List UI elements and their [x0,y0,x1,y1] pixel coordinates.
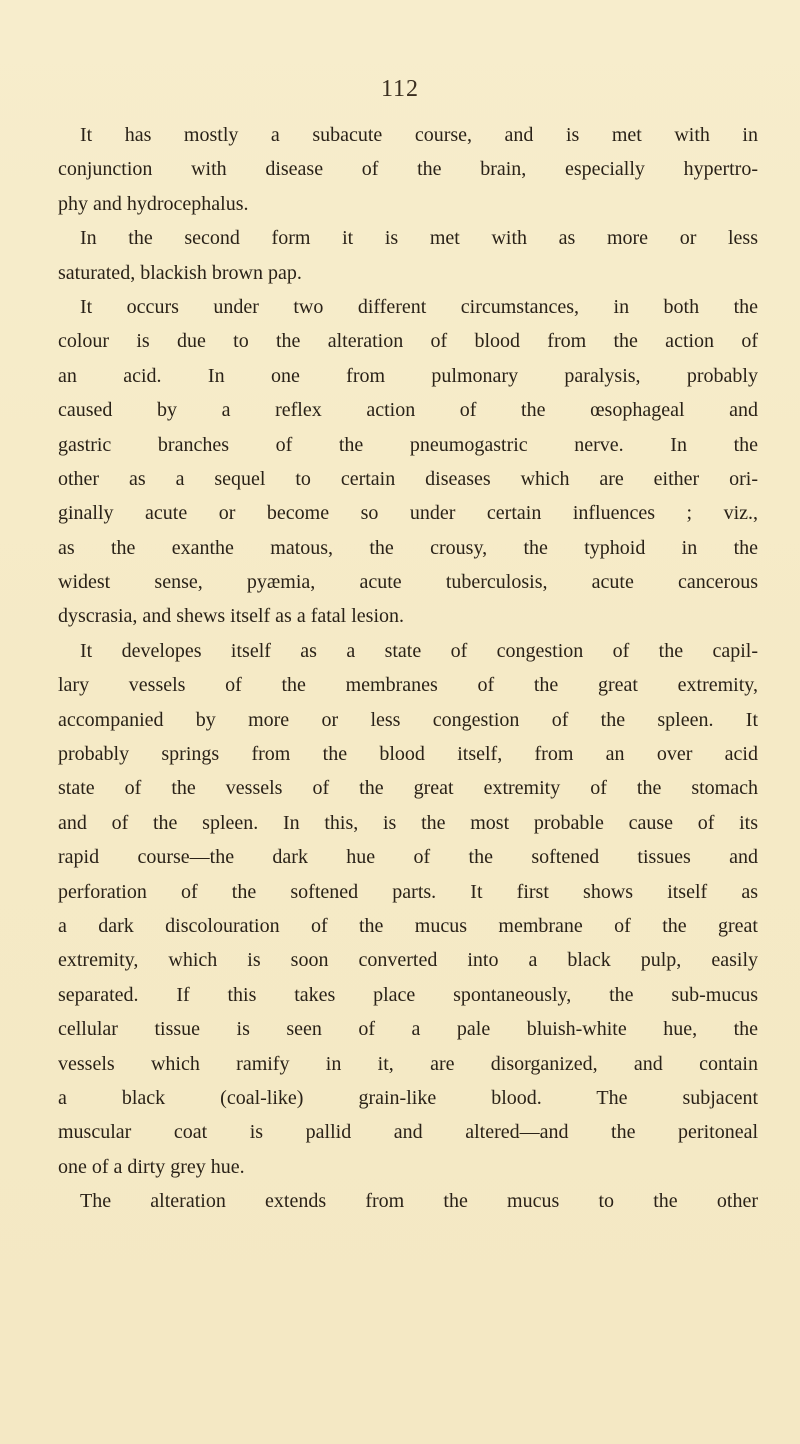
text-line: colour is due to the alteration of blood from the action of [58,330,758,353]
text-line: probably springs from the blood itself, from an over acid [58,743,758,766]
text-line: separated. If this takes place spontaneously, the sub-mucus [58,983,758,1006]
text-line: and of the spleen. In this, is the most probable cause of its [58,811,758,834]
page-number: 112 [380,76,420,102]
text-line: other as a sequel to certain diseases which are either ori- [58,467,758,490]
text-line: perforation of the softened parts. It first shows itself as [58,880,758,903]
text-line: cellular tissue is seen of a pale bluish-white hue, the [58,1018,758,1041]
text-line: extremity, which is soon converted into a black pulp, easily [58,949,758,972]
text-line: It has mostly a subacute course, and is met with in [80,124,758,146]
text-line: a dark discolouration of the mucus membrane of the great [58,914,758,937]
text-line: dyscrasia, and shews itself as a fatal lesion. [58,605,405,628]
text-line: phy and hydrocephalus. [58,192,249,215]
text-line: lary vessels of the membranes of the great extremity, [58,674,758,697]
text-line: conjunction with disease of the brain, especially hypertro- [58,158,758,181]
text-line: caused by a reflex action of the œsophageal and [58,399,758,422]
text-line: In the second form it is met with as more or less [80,227,758,250]
text-line: saturated, blackish brown pap. [58,261,302,284]
text-line: The alteration extends from the mucus to the other [80,1190,758,1213]
text-line: It occurs under two different circumstances, in both the [80,295,758,318]
text-line: one of a dirty grey hue. [58,1155,245,1178]
text-line: gastric branches of the pneumogastric nerve. In the [58,433,758,456]
text-line: muscular coat is pallid and altered—and the peritoneal [58,1121,758,1144]
text-line: an acid. In one from pulmonary paralysis, probably [58,364,758,387]
body-text [58,118,758,1219]
text-line: It developes itself as a state of congestion of the capil- [80,639,758,662]
text-line: rapid course—the dark hue of the softened tissues and [58,846,758,869]
text-line: ginally acute or become so under certain influences ; viz., [58,502,758,525]
text-line: as the exanthe matous, the crousy, the typhoid in the [58,536,758,559]
text-line: state of the vessels of the great extremity of the stomach [58,777,758,800]
text-line: a black (coal-like) grain-like blood. The subjacent [58,1086,758,1109]
text-line: vessels which ramify in it, are disorganized, and contain [58,1052,758,1075]
text-line: widest sense, pyæmia, acute tuberculosis, acute cancerous [58,571,758,594]
text-line: accompanied by more or less congestion of the spleen. It [58,708,758,731]
